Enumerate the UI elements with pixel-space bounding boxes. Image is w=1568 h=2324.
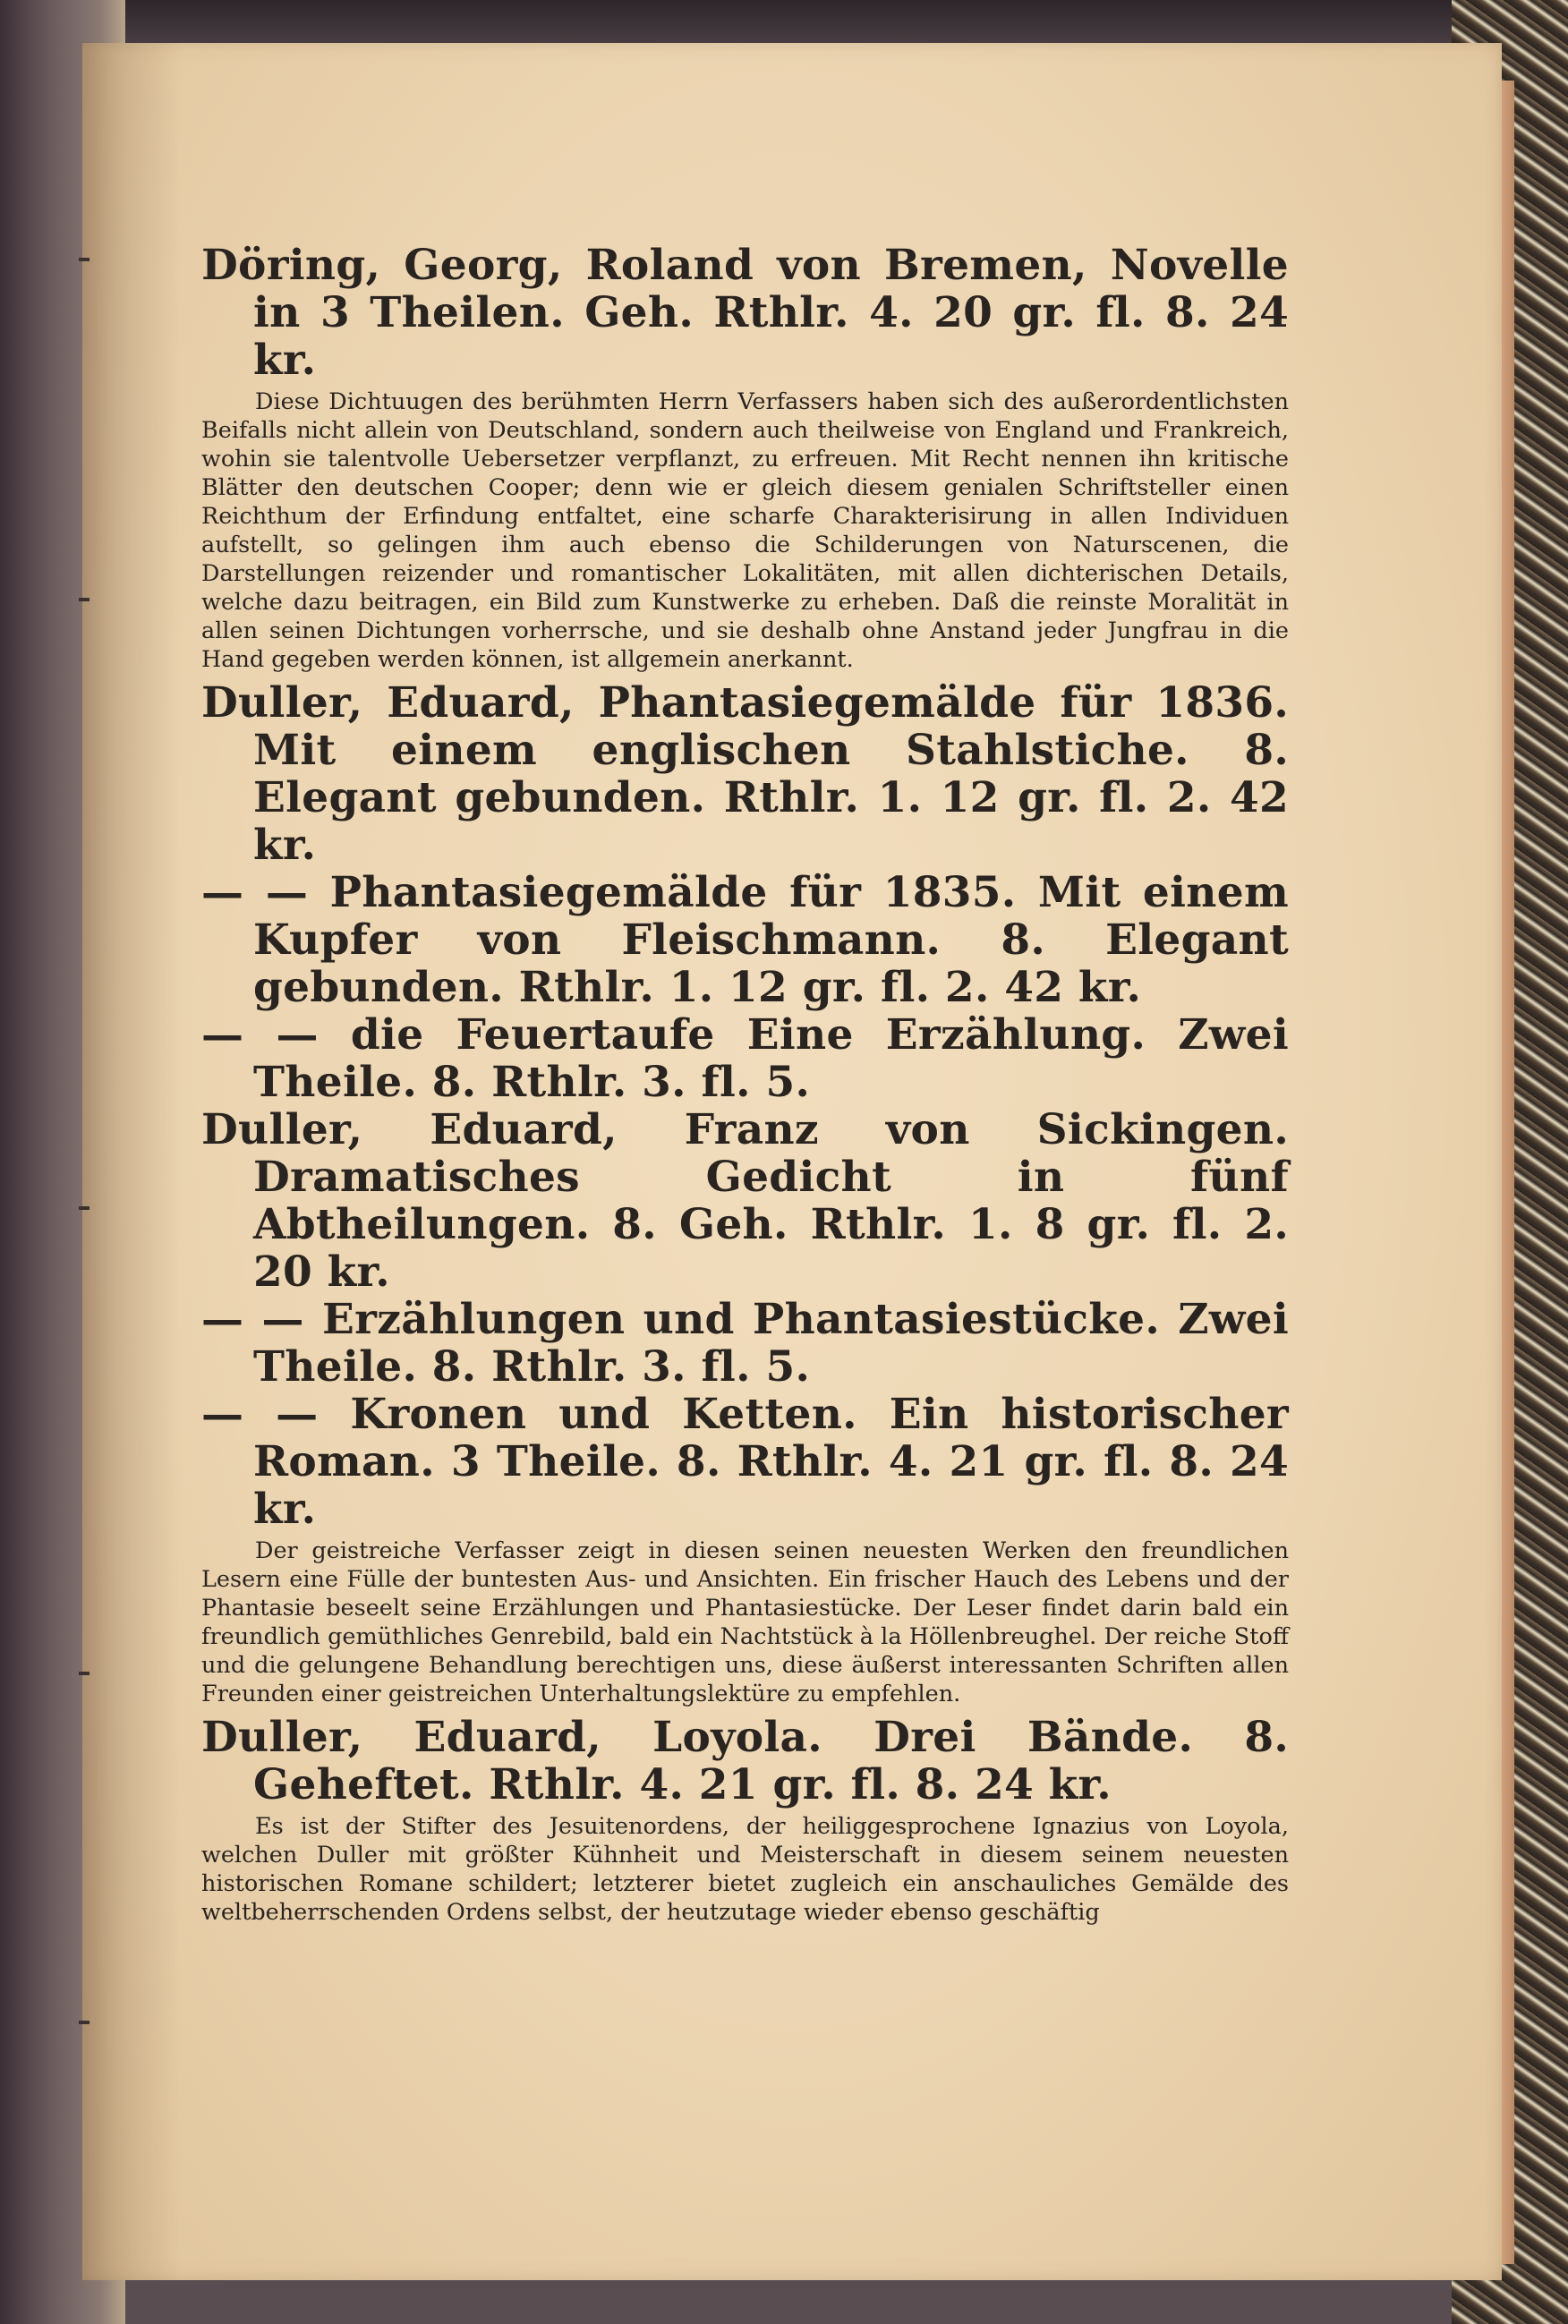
entry-heading: Duller, Eduard, Loyola. Drei Bände. 8. Geheftet. Rthlr. 4. 21 gr. fl. 8. 24 kr. [201, 1713, 1289, 1809]
stitch-mark [79, 1672, 89, 1675]
entry-heading: Duller, Eduard, Franz von Sickingen. Dramatisches Gedicht in fünf Abtheilungen. 8. Geh. Rthlr. 1. 8 gr. fl. 2. 20 kr. [201, 1105, 1289, 1297]
entry-description: Diese Dichtuugen des berühmten Herrn Verfassers haben sich des außerordentlichsten Beifalls nicht allein von Deutschland, sondern auch theilweise von England und Frankreich, wohin sie talentvolle Uebersetzer verpflanzt, zu erfreuen. Mit Recht nennen ihn kritische Blätter den deutschen Cooper; denn wie er gleich diesem genialen Schriftsteller einen Reichthum der Erfindung entfaltet, eine scharfe Charakterisirung in allen Individuen aufstellt, so gelingen ihm auch ebenso die Schilderungen von Naturscenen, die Darstellungen reizender und romantischer Lokalitäten, mit allen dichterischen Details, welche dazu beitragen, ein Bild zum Kunstwerke zu erheben. Daß die reinste Moralität in allen seinen Dichtungen vorherrsche, und sie deshalb ohne Anstand jeder Jungfrau in die Hand gegeben werden können, ist allgemein anerkannt. [201, 388, 1289, 673]
stitch-mark [79, 598, 89, 601]
entry-heading: — — die Feuertaufe Eine Erzählung. Zwei Theile. 8. Rthlr. 3. fl. 5. [201, 1010, 1289, 1107]
catalog-entry [201, 1714, 1289, 1927]
entry-description: Der geistreiche Verfasser zeigt in diesen seinen neuesten Werken den freundlichen Lesern eine Fülle der buntesten Aus- und Ansichten. Ein frischer Hauch des Lebens und der Phantasie beseelt seine Erzählungen und Phantasiestücke. Der Leser findet darin bald ein freundlich gemüthliches Genrebild, bald ein Nachtstück à la Höllenbreughel. Der reiche Stoff und die gelungene Behandlung berechtigen uns, diese äußerst interessanten Schriften allen Freunden einer geistreichen Unterhaltungslektüre zu empfehlen. [201, 1537, 1289, 1707]
catalog-entry [201, 1011, 1289, 1106]
catalog-entry [201, 242, 1289, 674]
catalog-entry [201, 1296, 1289, 1391]
entry-description: Es ist der Stifter des Jesuitenordens, der heiliggesprochene Ignazius von Loyola, welchen Duller mit größter Kühnheit und Meisterschaft in diesem seinem neuesten historischen Romane schildert; letzterer bietet zugleich ein anschauliches Gemälde des weltbeherrschenden Ordens selbst, der heutzutage wieder ebenso geschäftig [201, 1813, 1289, 1926]
catalog-entry [201, 1391, 1289, 1708]
catalog-entry [201, 1106, 1289, 1296]
entry-heading: — — Erzählungen und Phantasiestücke. Zwei Theile. 8. Rthlr. 3. fl. 5. [201, 1295, 1289, 1392]
catalog-entry [201, 679, 1289, 869]
stitch-mark [79, 258, 89, 261]
entry-heading: Döring, Georg, Roland von Bremen, Novelle in 3 Theilen. Geh. Rthlr. 4. 20 gr. fl. 8. 24 kr. [201, 241, 1289, 385]
stitch-mark [79, 2021, 89, 2024]
stitch-mark [79, 1206, 89, 1210]
page-gutter [82, 43, 181, 2280]
catalog-entry [201, 869, 1289, 1011]
entry-heading: — — Phantasiegemälde für 1835. Mit einem Kupfer von Fleischmann. 8. Elegant gebunden. Rthlr. 1. 12 gr. fl. 2. 42 kr. [201, 868, 1289, 1012]
catalog-listing [201, 242, 1289, 1932]
entry-heading: Duller, Eduard, Phantasiegemälde für 1836. Mit einem englischen Stahlstiche. 8. Elegant gebunden. Rthlr. 1. 12 gr. fl. 2. 42 kr. [201, 678, 1289, 870]
entry-heading: — — Kronen und Ketten. Ein historischer Roman. 3 Theile. 8. Rthlr. 4. 21 gr. fl. 8. 24 kr. [201, 1390, 1289, 1534]
